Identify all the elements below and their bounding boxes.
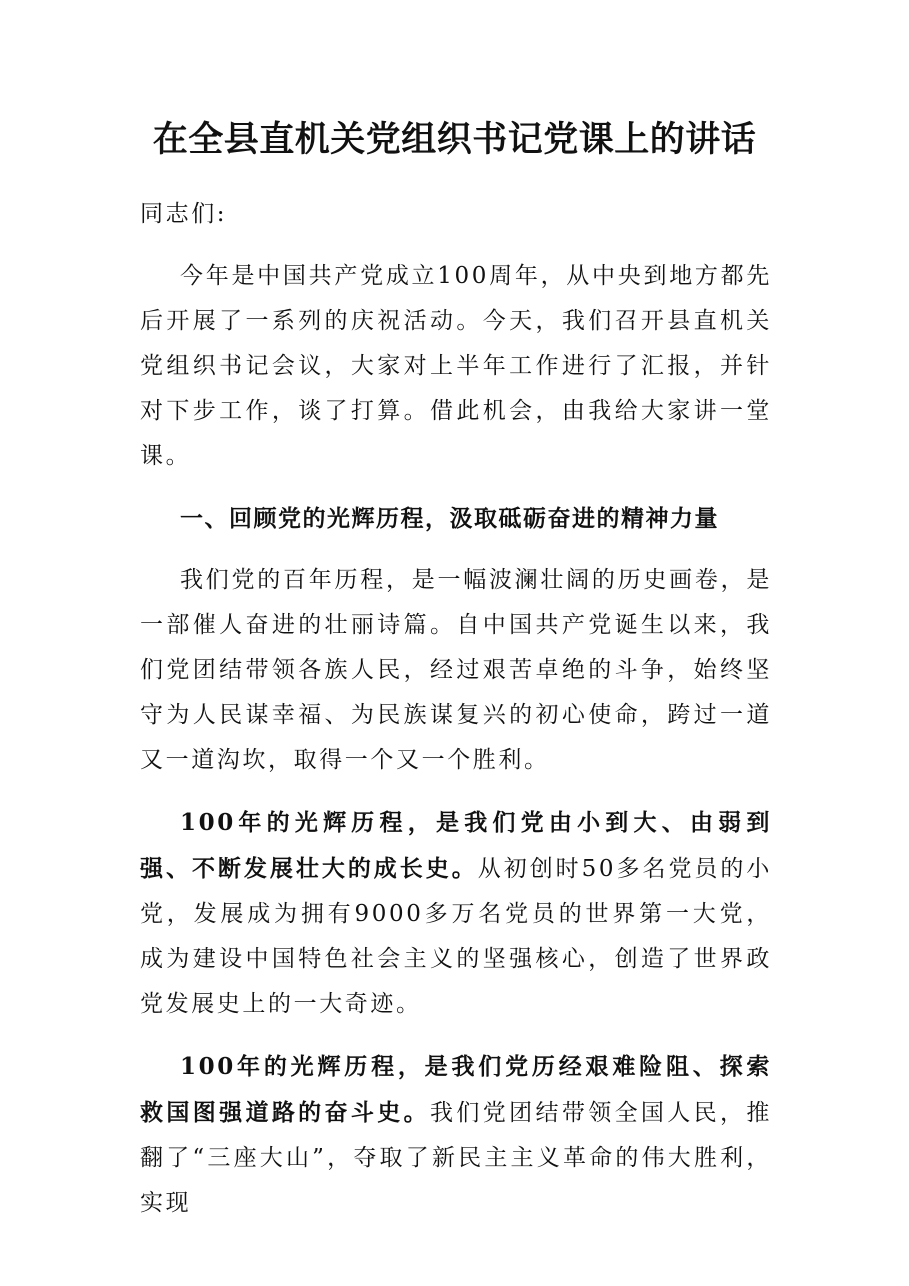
paragraph-2-text: 从初创时50多名党员的小党，发展成为拥有9000多万名党员的世界第一大党，成为建设中国特色社会主义的坚强核心，创造了世界政党发展史上的一大奇迹。 xyxy=(140,856,772,1017)
section-paragraph-2 xyxy=(140,800,772,1027)
section-heading: 一、回顾党的光辉历程，汲取砥砺奋进的精神力量 xyxy=(180,505,719,532)
section-paragraph-3 xyxy=(140,1044,772,1226)
section-paragraph-1: 我们党的百年历程，是一幅波澜壮阔的历史画卷，是一部催人奋进的壮丽诗篇。自中国共产党诞生以来，我们党团结带领各族人民，经过艰苦卓绝的斗争，始终坚守为人民谋幸福、为民族谋复兴的初心使命，跨过一道又一道沟坎，取得一个又一个胜利。 xyxy=(140,567,772,773)
intro-paragraph: 今年是中国共产党成立100周年，从中央到地方都先后开展了一系列的庆祝活动。今天，我们召开县直机关党组织书记会议，大家对上半年工作进行了汇报，并针对下步工作，谈了打算。借此机会，由我给大家讲一堂课。 xyxy=(140,263,772,469)
document-title: 在全县直机关党组织书记党课上的讲话 xyxy=(152,119,757,160)
paragraph-3-lead: 100年的光辉历程，是我们党历经艰难险阻、探索救国图强道路的奋斗史。 xyxy=(140,1053,772,1126)
paragraph-2-lead: 100年的光辉历程，是我们党由小到大、由弱到强、不断发展壮大的成长史。 xyxy=(140,809,772,882)
document-body xyxy=(140,192,772,1226)
paragraph-3-text: 我们党团结带领全国人民，推翻了“三座大山”，夺取了新民主主义革命的伟大胜利，实现 xyxy=(140,1100,772,1216)
salutation: 同志们: xyxy=(140,201,228,227)
